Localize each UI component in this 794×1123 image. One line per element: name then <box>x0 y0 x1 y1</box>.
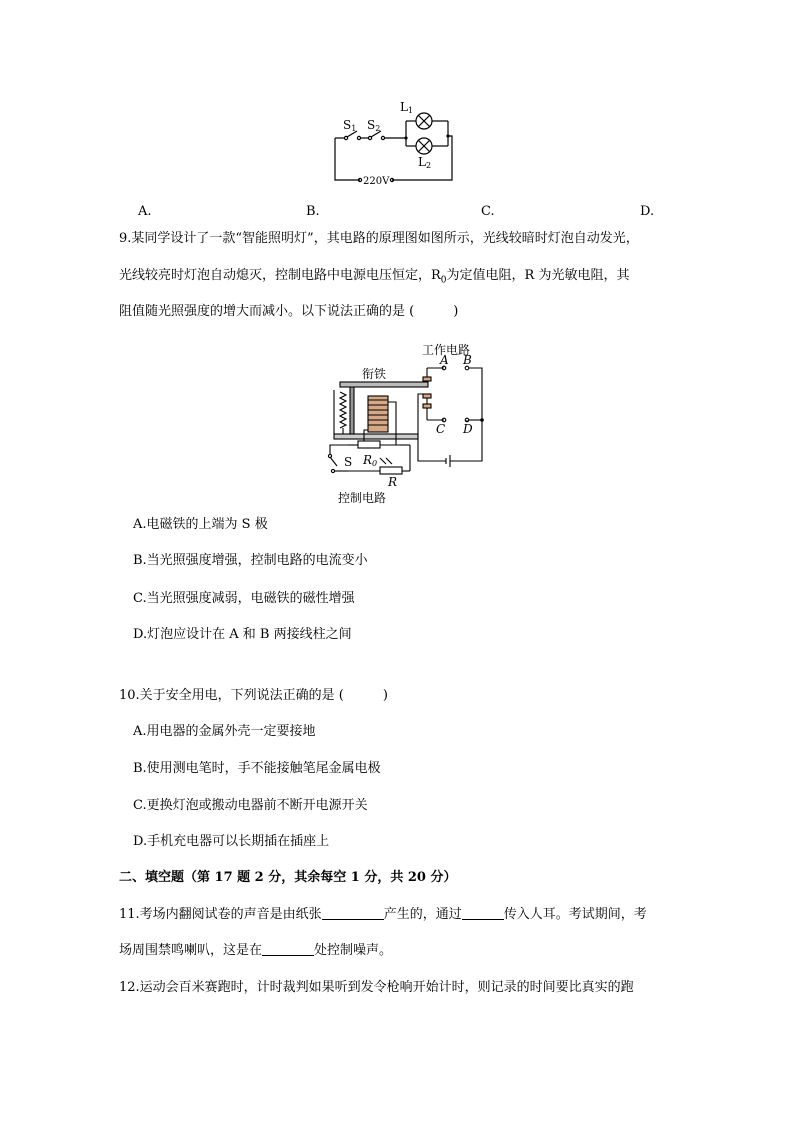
q9-option-b: B.当光照强度增强，控制电路的电流变小 <box>133 553 368 568</box>
label-r: R <box>388 475 398 489</box>
label-s1: S1 <box>343 118 357 133</box>
q10-option-a: A.用电器的金属外壳一定要接地 <box>133 724 316 739</box>
label-l1: L1 <box>400 100 414 115</box>
terminal-a: A <box>440 353 449 367</box>
label-switch-s: S <box>344 455 353 469</box>
terminal-d: D <box>463 422 473 436</box>
label-l2: L2 <box>418 155 432 170</box>
label-s2: S2 <box>367 118 381 133</box>
q9-stem-line2: 光线较亮时灯泡自动熄灭，控制电路中电源电压恒定，$R_0$为定值电阻，R 为光敏电阻，其 <box>119 268 630 286</box>
q9-stem-line3: 阻值随光照强度的增大而减小。以下说法正确的是 ( ) <box>119 304 459 319</box>
q11-blank-3[interactable] <box>262 942 314 956</box>
q12-line1: 12.运动会百米赛跑时，计时裁判如果听到发令枪响开始计时，则记录的时间要比真实的跑 <box>119 980 634 995</box>
terminal-c: C <box>436 422 446 436</box>
label-r0: R0 <box>363 453 378 468</box>
q9-stem-line1: 9.某同学设计了一款“智能照明灯”，其电路的原理图如图所示，光线较暗时灯泡自动发光， <box>119 231 639 246</box>
q10-option-b: B.使用测电笔时，手不能接触笔尾金属电极 <box>133 761 381 776</box>
q10-option-d: D.手机充电器可以长期插在插座上 <box>133 834 330 849</box>
q9-option-c: C.当光照强度减弱，电磁铁的磁性增强 <box>133 591 355 606</box>
label-voltage: 220V <box>363 176 390 187</box>
choice-c: C. <box>481 204 495 219</box>
terminal-b: B <box>463 353 472 367</box>
label-armature: 衔铁 <box>362 367 387 381</box>
q11-blank-2[interactable] <box>462 906 504 920</box>
section-2-title: 二、填空题（第 17 题 2 分，其余每空 1 分，共 20 分） <box>119 870 457 885</box>
label-work-circuit: 工作电路 <box>422 343 471 357</box>
q11-blank-1[interactable] <box>322 906 384 920</box>
q10-stem: 10.关于安全用电，下列说法正确的是 ( ) <box>119 688 388 703</box>
q10-option-c: C.更换灯泡或搬动电器前不断开电源开关 <box>133 798 368 813</box>
circuit-figure-lamps <box>330 98 460 188</box>
choice-d: D. <box>640 204 655 219</box>
choice-a: A. <box>138 204 152 219</box>
q9-option-a: A.电磁铁的上端为 S 极 <box>133 517 268 532</box>
q9-option-d: D.灯泡应设计在 A 和 B 两接线柱之间 <box>133 627 352 642</box>
relay-circuit-figure <box>320 340 495 508</box>
label-control-circuit: 控制电路 <box>338 491 387 505</box>
q11-line2: 场周围禁鸣喇叭，这是在 处控制噪声。 <box>119 943 393 958</box>
q11-line1: 11.考场内翻阅试卷的声音是由纸张 产生的，通过 传入人耳。考试期间，考 <box>119 907 647 922</box>
choice-b: B. <box>306 204 320 219</box>
